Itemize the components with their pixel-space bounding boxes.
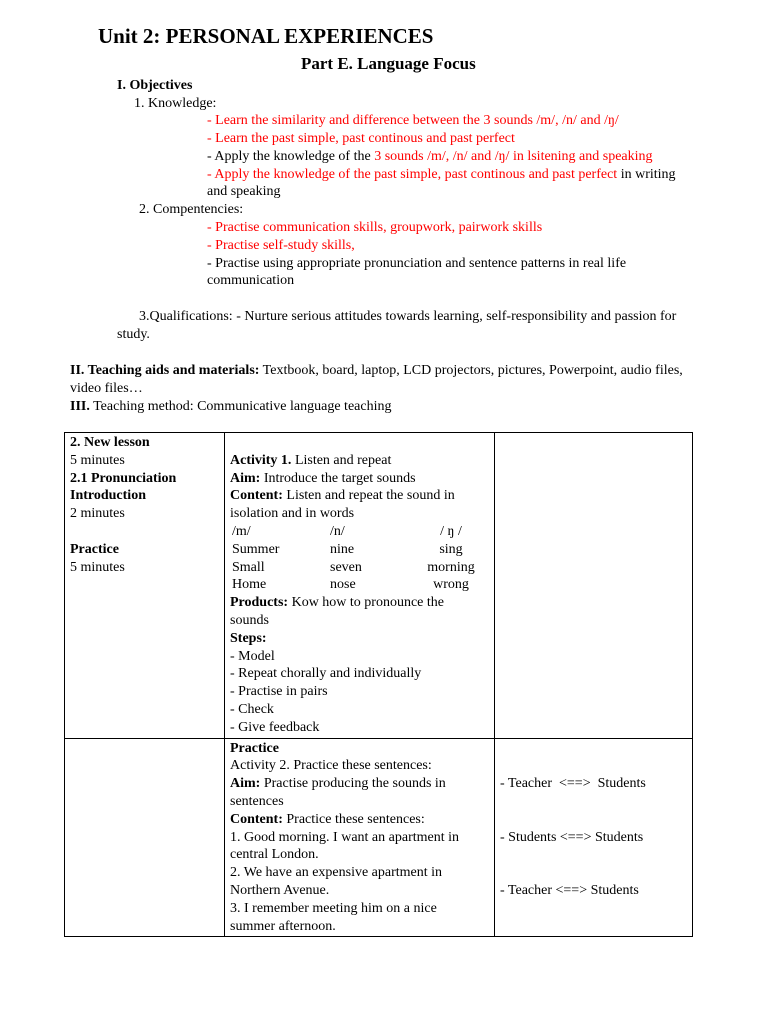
- aim-line: Aim: Introduce the target sounds: [230, 470, 416, 486]
- step-item: - Repeat chorally and individually: [230, 666, 422, 682]
- sentence-line: 1. Good morning. I want an apartment in: [230, 829, 460, 845]
- sentence-line: summer afternoon.: [230, 918, 336, 934]
- competencies-item-3-cont: communication: [207, 273, 295, 288]
- aim-line: Aim: Practise producing the sounds in: [230, 776, 446, 792]
- unit-title: Unit 2: PERSONAL EXPERIENCES: [98, 24, 434, 48]
- qualifications-line-2: study.: [117, 327, 150, 342]
- interaction-cell: [495, 738, 693, 937]
- knowledge-item-1: - Learn the similarity and difference between the 3 sounds /m/, /n/ and /ŋ/: [207, 113, 619, 128]
- part-title: Part E. Language Focus: [301, 54, 476, 73]
- lesson-table: [64, 432, 693, 937]
- sentence-line: 2. We have an expensive apartment in: [230, 865, 443, 881]
- sentence-line: 3. I remember meeting him on a nice: [230, 900, 437, 916]
- table-row: [65, 433, 693, 739]
- sentence-line: Northern Avenue.: [230, 882, 330, 898]
- knowledge-item-4-cont: and speaking: [207, 184, 281, 199]
- sounds-grid: /m/ /n/ / ŋ / Summer nine sing Small seven morning Home nose wrong: [232, 523, 475, 593]
- knowledge-label: 1. Knowledge:: [134, 96, 217, 111]
- step-item: - Practise in pairs: [230, 684, 328, 700]
- competencies-item-3: - Practise using appropriate pronunciation and sentence patterns in real life: [207, 256, 627, 271]
- interaction-cell: [495, 433, 693, 739]
- content-line: Content: Practice these sentences:: [230, 811, 425, 827]
- competencies-item-1: - Practise communication skills, groupwork, pairwork skills: [207, 220, 543, 235]
- competencies-item-2: - Practise self-study skills,: [207, 238, 355, 253]
- interaction-item: - Teacher <==> Students: [500, 776, 646, 792]
- teaching-method: III. Teaching method: Communicative language teaching: [70, 399, 392, 414]
- teaching-aids: II. Teaching aids and materials: Textbook, board, laptop, LCD projectors, pictures, Powerpoint, audio files,: [70, 363, 683, 378]
- interaction-item: - Teacher <==> Students: [500, 882, 639, 898]
- sentence-line: central London.: [230, 847, 319, 863]
- products-line: Products: Kow how to pronounce the: [230, 595, 444, 611]
- activity-cell: Activity 1. Listen and repeat Aim: Introduce the target sounds Content: Listen and repeat the sound in isolation and in words /m/ /n/ / ŋ / Summer nine sing Small seven morning Home nose wrong Products: Kow how to pronounce the sounds Steps: - Model - Repeat chorally and individually - Practise in pairs - Check - Give feedback: [225, 433, 495, 739]
- activity-1-line: Activity 1. Listen and repeat: [230, 452, 392, 468]
- objectives-heading: I. Objectives: [117, 78, 193, 93]
- qualifications-line-1: 3.Qualifications: - Nurture serious attitudes towards learning, self-responsibility and passion for: [139, 309, 677, 324]
- stage-cell: 2. New lesson 5 minutes 2.1 Pronunciation Introduction 2 minutes Practice 5 minutes: [65, 433, 225, 739]
- content-line: Content: Listen and repeat the sound in: [230, 488, 455, 504]
- table-row: [65, 738, 693, 937]
- knowledge-item-2: - Learn the past simple, past continous and past perfect: [207, 131, 515, 146]
- step-item: - Check: [230, 701, 274, 717]
- interaction-item: - Students <==> Students: [500, 829, 644, 845]
- competencies-label: 2. Compentencies:: [139, 202, 244, 217]
- knowledge-item-4: - Apply the knowledge of the past simple, past continous and past perfect in writing: [207, 167, 676, 182]
- activity-cell: Practice Activity 2. Practice these sentences: Aim: Practise producing the sounds in sentences Content: Practice these sentences: 1. Good morning. I want an apartment in central London. 2. We have an expensive apartment in Northern Avenue. 3. I remember meeting him on a nice summer afternoon.: [225, 738, 495, 937]
- stage-cell: [65, 738, 225, 937]
- step-item: - Give feedback: [230, 719, 320, 735]
- teaching-aids-cont: video files…: [70, 381, 143, 396]
- knowledge-item-3: - Apply the knowledge of the 3 sounds /m/, /n/ and /ŋ/ in lsitening and speaking: [207, 149, 653, 164]
- step-item: - Model: [230, 648, 275, 664]
